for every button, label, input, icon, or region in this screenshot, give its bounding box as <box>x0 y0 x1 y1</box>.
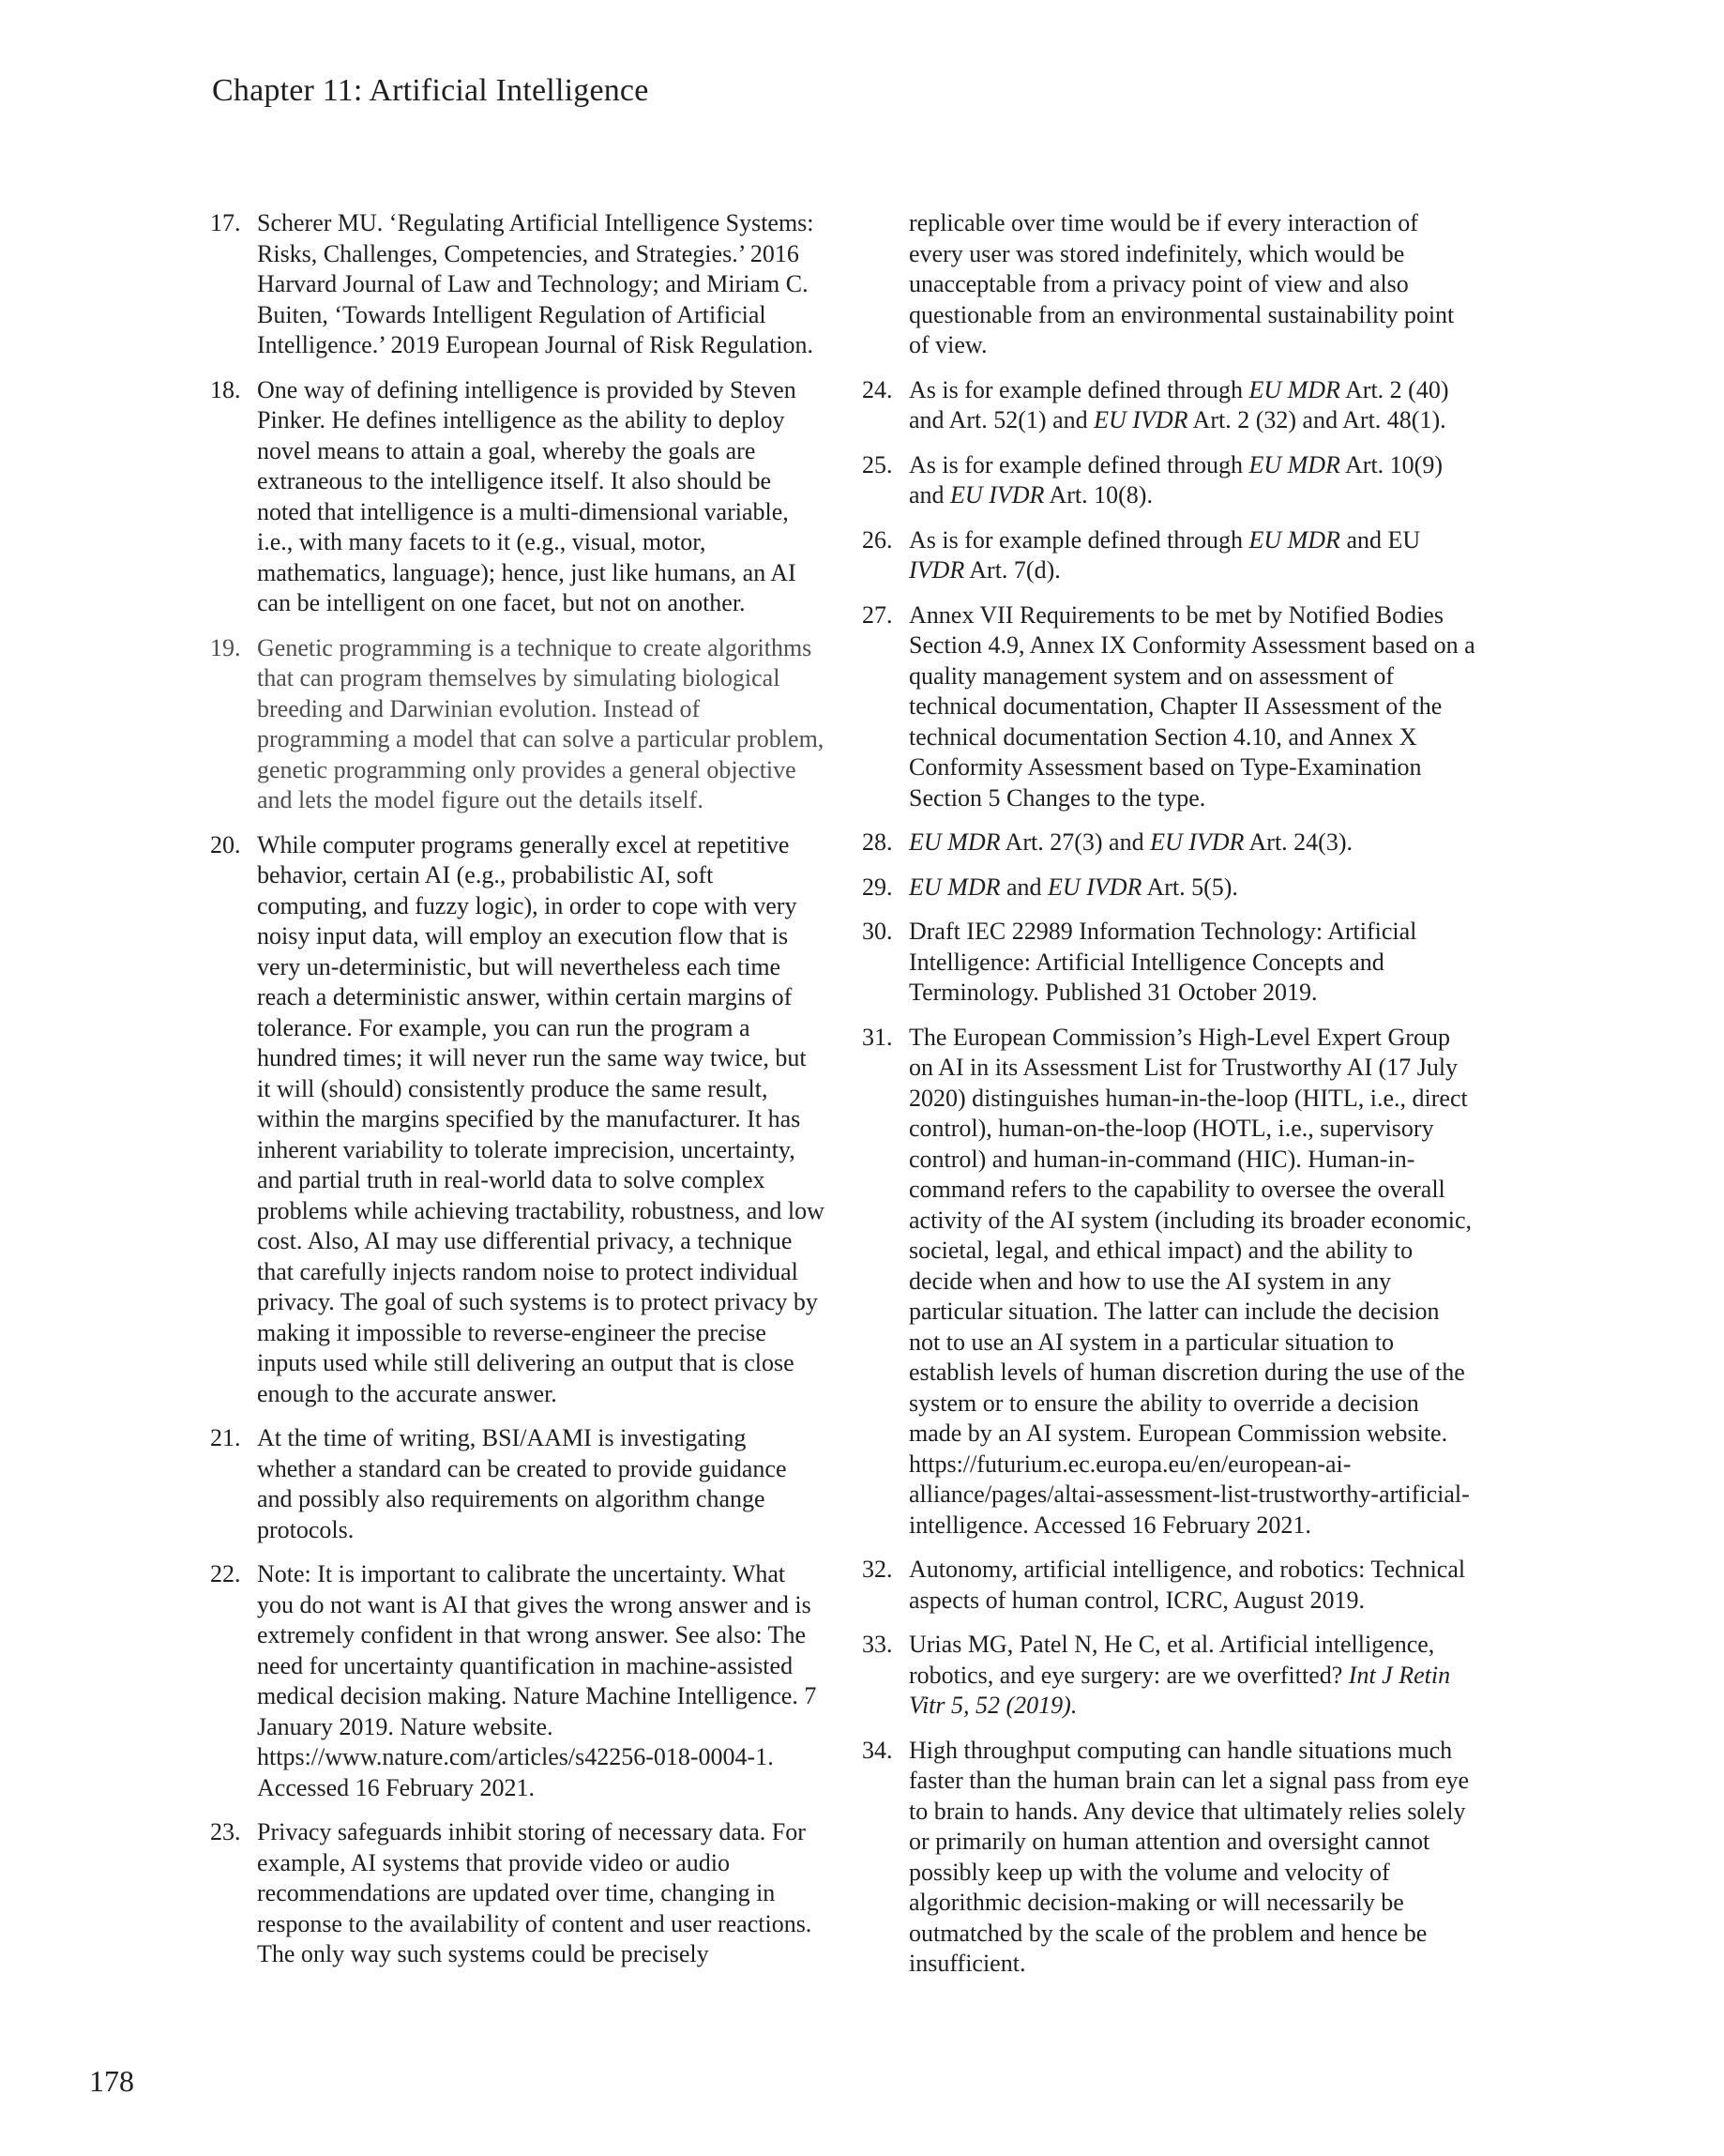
note-text-segment: High throughput computing can handle situations much faster than the human brain can let a signal pass from eye to brain to hands. Any device that ultimately relies solely or primarily on human attention and oversight cannot possibly keep up with the volume and velocity of algorithmic decision-making or will necessarily be outmatched by the scale of the problem and hence be insufficient. <box>909 1736 1470 1977</box>
note-text-segment: and <box>1000 873 1049 901</box>
italic-citation: EU IVDR <box>1150 828 1245 856</box>
note-text <box>909 208 1476 361</box>
endnote-continuation <box>862 208 1476 361</box>
note-text-segment: Art. 10(9) and <box>909 450 1443 509</box>
note-text <box>909 1736 1476 1980</box>
note-text <box>909 1630 1476 1722</box>
note-text <box>257 830 824 1410</box>
note-number: 20. <box>210 830 241 858</box>
endnote-26 <box>862 525 1476 586</box>
note-text <box>257 375 824 619</box>
italic-citation: EU MDR <box>909 873 1001 901</box>
note-text <box>909 917 1476 1009</box>
endnote-20 <box>210 830 824 1410</box>
endnote-23 <box>210 1817 824 1970</box>
note-text-segment: One way of defining intelligence is provided by Steven Pinker. He defines intelligence as the ability to deploy novel means to attain a goal, whereby the goals are extraneous to the intelligence itself. It also should be noted that intelligence is a multi-dimensional variable, i.e., with many facets to it (e.g., visual, motor, mathematics, language); hence, just like humans, an AI can be intelligent on one facet, but not on another. <box>257 375 796 616</box>
endnote-32 <box>862 1555 1476 1616</box>
chapter-header: Chapter 11: Artificial Intelligence <box>212 73 649 108</box>
note-number: 33. <box>862 1631 893 1658</box>
endnote-28 <box>862 827 1476 858</box>
note-number: 25. <box>862 450 893 478</box>
note-number: 32. <box>862 1556 893 1583</box>
note-text <box>257 1817 824 1970</box>
note-number: 17. <box>210 209 241 236</box>
note-text-segment: Art. 10(8). <box>1044 481 1153 509</box>
italic-citation: EU MDR <box>1248 375 1340 403</box>
italic-citation: EU MDR <box>909 828 1001 856</box>
endnotes-right-column <box>862 208 1476 1994</box>
endnote-25 <box>862 450 1476 511</box>
note-text-segment: As is for example defined through <box>909 375 1249 403</box>
endnote-33 <box>862 1630 1476 1722</box>
note-text <box>909 450 1476 511</box>
note-text <box>257 208 824 361</box>
note-text-segment: Scherer MU. ‘Regulating Artificial Intelligence Systems: Risks, Challenges, Competencies, and Strategies.’ 2016 Harvard Journal of Law and Technology; and Miriam C. Buiten, ‘Towards Intelligent Regulation of Artificial Intelligence.’ 2019 European Journal of Risk Regulation. <box>257 209 814 358</box>
note-text <box>909 375 1476 436</box>
note-text-segment: Urias MG, Patel N, He C, et al. Artificial intelligence, robotics, and eye surgery: are we overfitted? <box>909 1631 1435 1689</box>
note-number: 29. <box>862 873 893 901</box>
endnote-22 <box>210 1559 824 1803</box>
note-number: 27. <box>862 600 893 629</box>
note-text-segment: As is for example defined through <box>909 450 1249 478</box>
note-number: 19. <box>210 633 241 661</box>
italic-citation: Int J Retin Vitr 5, 52 (2019). <box>909 1661 1451 1719</box>
italic-citation: IVDR <box>909 556 965 584</box>
note-text-segment: Draft IEC 22989 Information Technology: Artificial Intelligence: Artificial Intelligence Concepts and Terminology. Published 31 October 2019. <box>909 918 1417 1006</box>
note-number: 34. <box>862 1736 893 1764</box>
endnote-29 <box>862 873 1476 903</box>
italic-citation: EU MDR <box>1248 525 1340 554</box>
note-number: 30. <box>862 918 893 945</box>
endnote-17 <box>210 208 824 361</box>
note-text-segment: Art. 27(3) and <box>1000 828 1151 856</box>
note-text-segment: Note: It is important to calibrate the uncertainty. What you do not want is AI that gives the wrong answer and is extremely confident in that wrong answer. See also: The need for uncertainty quantification in machine-assisted medical decision making. Nature Machine Intelligence. 7 January 2019. Nature website. https://www.nature.com/articles/s42256-018-0004-1. Accessed 16 February 2021. <box>257 1560 817 1801</box>
note-number: 23. <box>210 1818 241 1845</box>
italic-citation: EU IVDR <box>950 481 1045 509</box>
endnote-34 <box>862 1736 1476 1980</box>
note-text <box>909 827 1476 858</box>
note-text-segment: While computer programs generally excel at repetitive behavior, certain AI (e.g., probabilistic AI, soft computing, and fuzzy logic), in order to cope with very noisy input data, will employ an execution flow that is very un-deterministic, but will nevertheless each time reach a deterministic answer, within certain margins of tolerance. For example, you can run the program a hundred times; it will never run the same way twice, but it will (should) consistently produce the same result, within the margins specified by the manufacturer. It has inherent variability to tolerate imprecision, uncertainty, and partial truth in real-world data to solve complex problems while achieving tractability, robustness, and low cost. Also, AI may use differential privacy, a technique that carefully injects random noise to protect individual privacy. The goal of such systems is to protect privacy by making it impossible to reverse-engineer the precise inputs used while still delivering an output that is close enough to the accurate answer. <box>257 830 824 1407</box>
note-text-segment: Art. 2 (40) and Art. 52(1) and <box>909 375 1449 433</box>
note-text-segment: As is for example defined through <box>909 525 1249 554</box>
note-text <box>257 633 824 816</box>
italic-citation: EU IVDR <box>1094 406 1188 433</box>
note-text-segment: replicable over time would be if every interaction of every user was stored indefinitely, which would be unacceptable from a privacy point of view and also questionable from an environmental sustainability point of view. <box>909 209 1455 358</box>
endnote-19 <box>210 633 824 816</box>
note-number: 24. <box>862 375 893 403</box>
note-number: 31. <box>862 1023 893 1051</box>
endnote-30 <box>862 917 1476 1009</box>
note-text-segment: Annex VII Requirements to be met by Notified Bodies Section 4.9, Annex IX Conformity Assessment based on a quality management system and on assessment of technical documentation, Chapter II Assessment of the technical documentation Section 4.10, and Annex X Conformity Assessment based on Type-Examination Section 5 Changes to the type. <box>909 600 1475 812</box>
note-text <box>257 1423 824 1545</box>
note-number: 18. <box>210 375 241 403</box>
note-text-segment: Art. 2 (32) and Art. 48(1). <box>1187 406 1446 433</box>
note-text <box>257 1559 824 1803</box>
note-number: 21. <box>210 1424 241 1451</box>
note-number <box>862 208 909 361</box>
note-text <box>909 525 1476 586</box>
note-number: 22. <box>210 1560 241 1587</box>
note-text <box>909 1023 1476 1541</box>
note-text <box>909 600 1476 814</box>
note-text-segment: Genetic programming is a technique to create algorithms that can program themselves by simulating biological breeding and Darwinian evolution. Instead of programming a model that can solve a particular problem, genetic programming only provides a general objective and lets the model figure out the details itself. <box>257 633 824 813</box>
endnote-21 <box>210 1423 824 1545</box>
note-text-segment: At the time of writing, BSI/AAMI is investigating whether a standard can be created to provide guidance and possibly also requirements on algorithm change protocols. <box>257 1424 787 1543</box>
italic-citation: EU MDR <box>1248 450 1340 478</box>
note-number: 26. <box>862 525 893 554</box>
note-text-segment: Autonomy, artificial intelligence, and robotics: Technical aspects of human control, ICRC, August 2019. <box>909 1556 1466 1614</box>
endnote-31 <box>862 1023 1476 1541</box>
endnotes-left-column <box>210 208 824 1984</box>
endnote-24 <box>862 375 1476 436</box>
endnotes-columns <box>210 208 1476 1994</box>
italic-citation: EU IVDR <box>1048 873 1142 901</box>
note-text-segment: The European Commission’s High-Level Expert Group on AI in its Assessment List for Trustworthy AI (17 July 2020) distinguishes human-in-the-loop (HITL, i.e., direct control), human-on-the-loop (HOTL, i.e., supervisory control) and human-in-command (HIC). Human-in-command refers to the capability to oversee the overall activity of the AI system (including its broader economic, societal, legal, and ethical impact) and the ability to decide when and how to use the AI system in any particular situation. The latter can include the decision not to use an AI system in a particular situation to establish levels of human discretion during the use of the system or to ensure the ability to override a decision made by an AI system. European Commission website. https://futurium.ec.europa.eu/en/european-ai-alliance/pages/altai-assessment-list-trustworthy-artificial-intelligence. Accessed 16 February 2021. <box>909 1023 1473 1539</box>
note-text-segment: Art. 7(d). <box>964 556 1061 584</box>
endnote-18 <box>210 375 824 619</box>
note-number: 28. <box>862 828 893 856</box>
endnote-27 <box>862 600 1476 814</box>
note-text-segment: Privacy safeguards inhibit storing of necessary data. For example, AI systems that provide video or audio recommendations are updated over time, changing in response to the availability of content and user reactions. The only way such systems could be precisely <box>257 1818 812 1967</box>
note-text-segment: Art. 24(3). <box>1244 828 1353 856</box>
note-text <box>909 873 1476 903</box>
note-text-segment: Art. 5(5). <box>1142 873 1238 901</box>
page-number: 178 <box>89 2064 134 2098</box>
note-text <box>909 1555 1476 1616</box>
note-text-segment: and EU <box>1339 525 1421 554</box>
